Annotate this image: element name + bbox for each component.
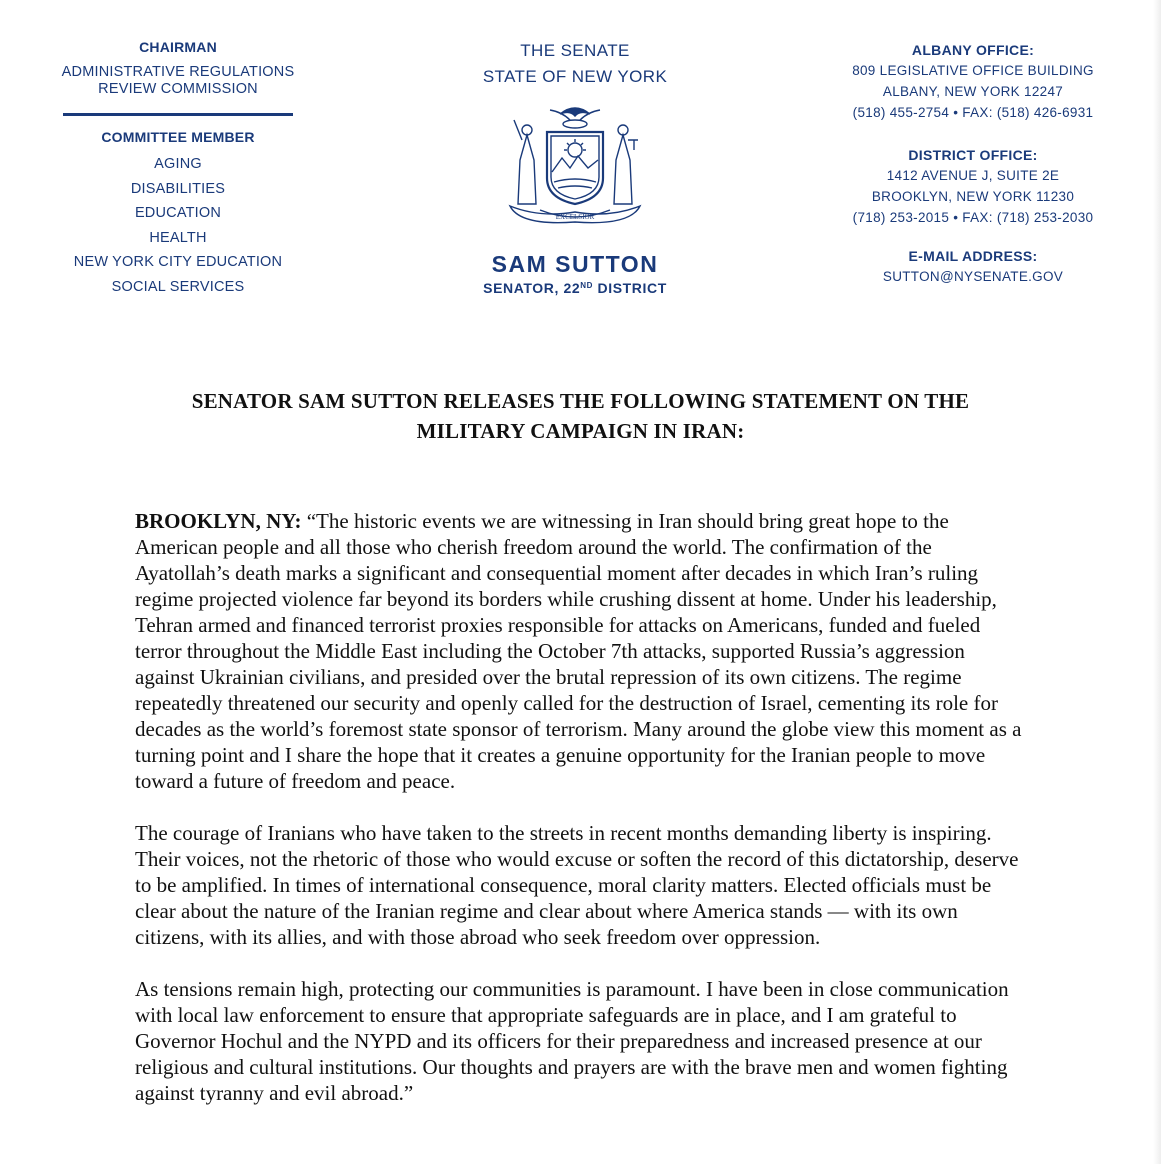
contact-column (838, 40, 1108, 303)
district-office-phone: (718) 253-2015 • FAX: (718) 253-2030 (852, 210, 1094, 225)
district-prefix: SENATOR, 22 (483, 280, 581, 296)
district-ordinal: ND (580, 281, 594, 290)
email-title: E-MAIL ADDRESS: (908, 248, 1038, 264)
albany-office-phone: (518) 455-2754 • FAX: (518) 426-6931 (852, 105, 1094, 120)
committee-item-social-services: SOCIAL SERVICES (111, 278, 245, 295)
committee-item-aging: AGING (154, 156, 202, 172)
senate-title: THE SENATE (520, 41, 630, 60)
paragraph-1 (135, 508, 1025, 794)
statement-body (135, 508, 1025, 1132)
chairman-title: CHAIRMAN (139, 39, 217, 55)
committee-member-title: COMMITTEE MEMBER (101, 129, 255, 145)
paragraph-2: The courage of Iranians who have taken to the streets in recent months demanding liberty is inspiring. Their voices, not the rhetoric of those who would excuse or soften the record of this dictatorship, deserve to be amplified. In times of international consequence, moral clarity matters. Elected officials must be clear about the nature of the Iranian regime and clear about where America stands — with its own citizens, with its allies, and with those abroad who seek freedom over oppression. (135, 821, 1019, 949)
dateline: BROOKLYN, NY: (135, 509, 302, 533)
page-edge-shadow (1153, 0, 1161, 1164)
headline-line2: MILITARY CAMPAIGN IN IRAN: (416, 419, 745, 443)
albany-office-line2: ALBANY, NEW YORK 12247 (882, 84, 1064, 99)
district-office-line1: 1412 AVENUE J, SUITE 2E (886, 168, 1060, 183)
committee-item-nyc-education: NEW YORK CITY EDUCATION (73, 254, 283, 270)
district-office-block (838, 145, 1108, 228)
albany-office-line1: 809 LEGISLATIVE OFFICE BUILDING (852, 63, 1094, 78)
state-title: STATE OF NEW YORK (482, 67, 668, 86)
seal-motto: EXCELSIOR (555, 213, 595, 221)
senator-district (460, 278, 690, 298)
nys-seal-icon (500, 100, 650, 228)
committee-item-education: EDUCATION (134, 205, 222, 221)
committee-column (60, 38, 296, 299)
senator-name: SAM SUTTON (491, 251, 659, 277)
district-office-line2: BROOKLYN, NEW YORK 11230 (871, 189, 1075, 204)
albany-office-block (838, 40, 1108, 123)
paragraph-1-text: “The historic events we are witnessing in Iran should bring great hope to the American people and all those who cherish freedom around the world. The confirmation of the Ayatollah’s death marks a significant and consequential moment after decades in which Iran’s ruling regime projected violence far beyond its borders while crushing dissent at home. Under his leadership, Tehran armed and financed terrorist proxies responsible for attacks on Americans, funded and fueled terror throughout the Middle East including the October 7th attacks, supported Russia’s aggression against Ukrainian civilians, and presided over the brutal repression of its own citizens. The regime repeatedly threatened our security and openly called for the destruction of Israel, cementing its role for decades as the world’s foremost state sponsor of terrorism. Many around the globe view this moment as a turning point and I share the hope that it creates a genuine opportunity for the Iranian people to move toward a future of freedom and peace. (135, 509, 1022, 793)
albany-office-title: ALBANY OFFICE: (911, 42, 1035, 58)
letterhead-center (460, 38, 690, 298)
committee-item-disabilities: DISABILITIES (130, 180, 226, 197)
district-office-title: DISTRICT OFFICE: (908, 147, 1038, 163)
district-suffix: DISTRICT (593, 280, 667, 296)
committee-item-health: HEALTH (149, 229, 207, 246)
paragraph-3: As tensions remain high, protecting our communities is paramount. I have been in close communication with local law enforcement to ensure that appropriate safeguards are in place, and I am grateful to Governor Hochul and the NYPD and its officers for their preparedness and increased presence at our religious and cultural institutions. Our thoughts and prayers are with the brave men and women fighting against tyranny and evil abroad.” (135, 977, 1009, 1105)
committee-list (60, 152, 296, 299)
headline-line1: SENATOR SAM SUTTON RELEASES THE FOLLOWING STATEMENT ON THE (191, 389, 970, 413)
chairman-commission-line2: REVIEW COMMISSION (98, 81, 258, 97)
chairman-commission-line1: ADMINISTRATIVE REGULATIONS (61, 64, 295, 80)
statement-headline (120, 386, 1041, 446)
divider-rule (63, 113, 293, 116)
email-block (838, 246, 1108, 287)
email-address: SUTTON@NYSENATE.GOV (882, 269, 1064, 284)
